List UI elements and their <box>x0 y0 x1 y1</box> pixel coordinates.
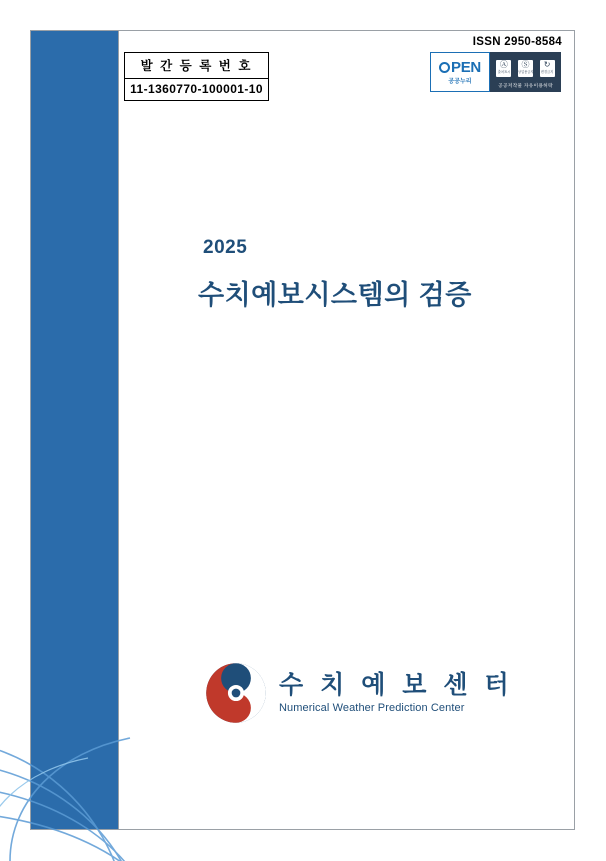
organization-name-ko: 수 치 예 보 센 터 <box>279 671 514 700</box>
attribution-icon: Ⓐ <box>499 60 508 69</box>
noncommercial-icon: Ⓢ <box>521 60 530 69</box>
registration-title: 발 간 등 록 번 호 <box>125 53 268 79</box>
kogl-badge <box>490 52 561 92</box>
kogl-chip-noderivatives <box>540 60 555 77</box>
registration-number-box <box>124 52 269 101</box>
kogl-chip-attribution <box>496 60 511 77</box>
left-blue-band <box>31 31 118 829</box>
issn-label: ISSN 2950-8584 <box>472 36 562 48</box>
kogl-chip-label: 출처표시 <box>497 70 511 74</box>
open-access-wordmark <box>439 60 481 75</box>
license-badge-group <box>430 52 561 92</box>
kogl-chip-label: 상업용금지 <box>517 70 533 74</box>
open-access-sublabel: 공공누리 <box>448 78 472 85</box>
open-access-word: PEN <box>451 58 481 76</box>
logo-text-block <box>279 672 514 713</box>
kogl-chip-row <box>491 53 560 82</box>
open-access-badge <box>430 52 490 92</box>
band-divider <box>118 31 119 829</box>
organization-name-en: Numerical Weather Prediction Center <box>279 701 465 714</box>
kogl-caption: 공공저작물 자유이용허락 <box>498 84 553 89</box>
noderivatives-icon: ↻ <box>543 60 551 69</box>
organization-logo <box>205 662 514 724</box>
open-access-ring-icon <box>439 62 450 73</box>
page-title: 수치예보시스템의 검증 <box>198 280 472 310</box>
registration-number: 11-1360770-100001-10 <box>130 82 263 96</box>
kogl-chip-noncommercial <box>518 60 533 77</box>
taegeuk-emblem-icon <box>205 662 267 724</box>
kogl-chip-label: 변경금지 <box>540 70 554 74</box>
publication-year: 2025 <box>203 237 248 258</box>
